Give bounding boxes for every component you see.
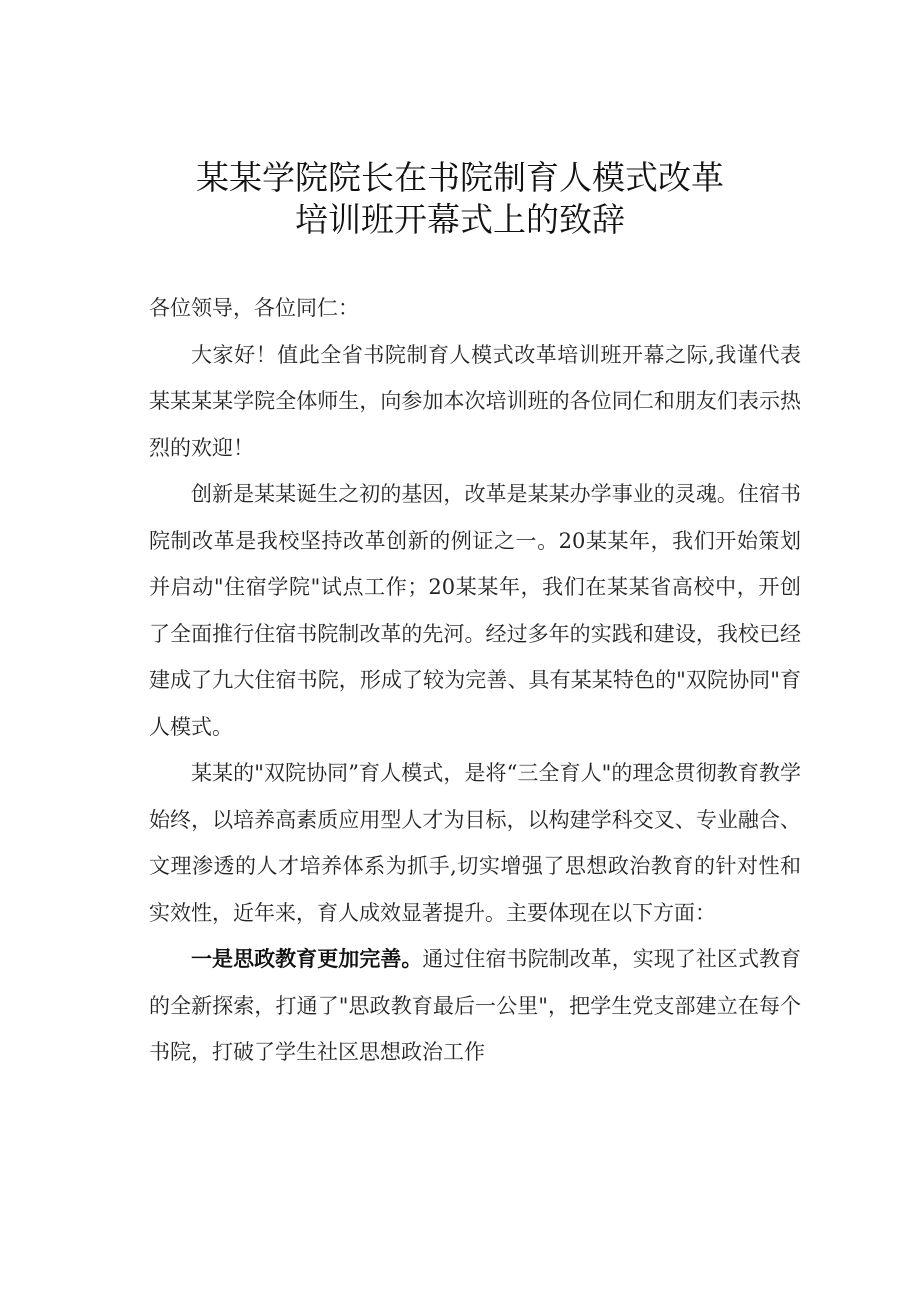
paragraph-lead-text: 通过住宿书院制改革，实现了社区式教育的全新探索，打通了"思政教育最后一公里"，把学生党支部建立在每个书院，打破了学生社区思想政治工作 xyxy=(149,947,802,1064)
paragraph-welcome: 大家好！值此全省书院制育人模式改革培训班开幕之际,我谨代表某某某某学院全体师生，向参加本次培训班的各位同仁和朋友们表示热烈的欢迎！ xyxy=(149,342,801,460)
title-line-1: 某某学院院长在书院制育人模式改革 xyxy=(196,158,724,197)
document-body xyxy=(149,285,801,1076)
paragraph-education-model: 某某的"双院协同”育人模式，是将“三全育人"的理念贯彻教育教学始终，以培养高素质应用型人才为目标，以构建学科交叉、专业融合、文理渗透的人才培养体系为抓手,切实增强了思想政治教育的针对性和实效性，近年来，育人成效显著提升。主要体现在以下方面： xyxy=(149,761,801,925)
title-line-2: 培训班开幕式上的致辞 xyxy=(295,200,625,239)
paragraph-ideological-education xyxy=(149,936,801,1076)
paragraph-lead-heading: 一是思政教育更加完善。 xyxy=(191,946,423,971)
paragraph-innovation: 创新是某某诞生之初的基因，改革是某某办学事业的灵魂。住宿书院制改革是我校坚持改革创新的例证之一。20某某年，我们开始策划并启动"住宿学院"试点工作；20某某年，我们在某某省高校中，开创了全面推行住宿书院制改革的先河。经过多年的实践和建设，我校已经建成了九大住宿书院，形成了较为完善、具有某某特色的"双院协同"育人模式。 xyxy=(149,482,801,739)
salutation: 各位领导，各位同仁： xyxy=(149,296,359,320)
